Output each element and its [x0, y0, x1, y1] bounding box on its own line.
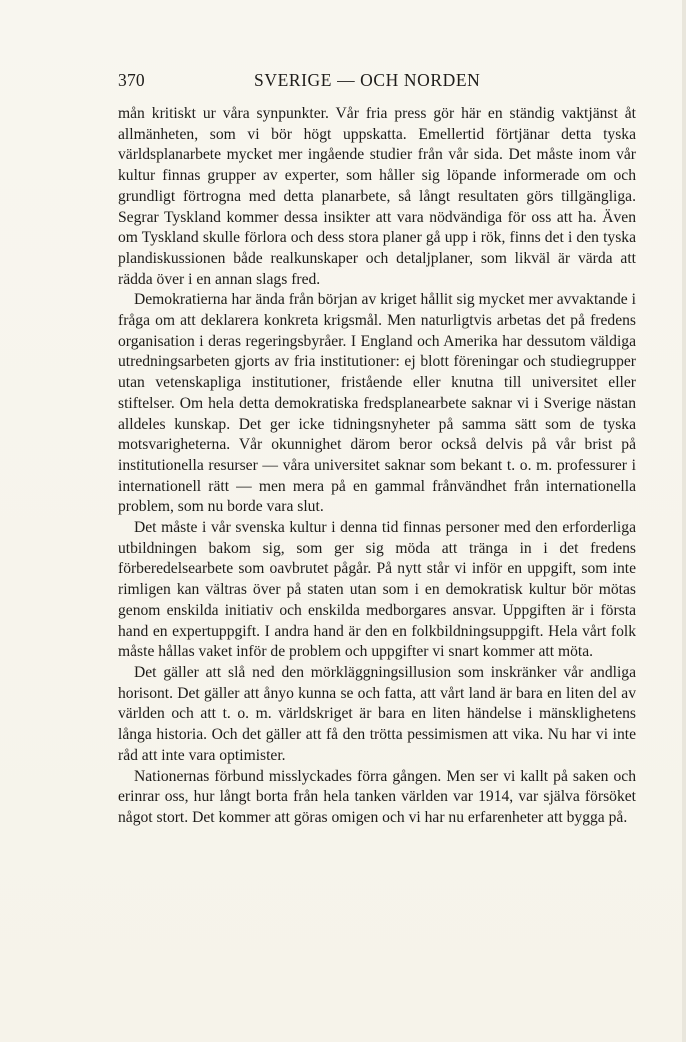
- paragraph-swedish-culture: Det måste i vår svenska kultur i denna tid finnas personer med den erforderliga utbildningen bakom sig, som ger sig möda att tränga in i det fredens förberedelsearbete som oavbrutet pågår. På nytt står vi inför en uppgift, som inte rimligen kan vältras över på staten utan som i en demokratisk kultur bör mötas genom enskilda initiativ och enskilda medborgares ansvar. Uppgiften är i första hand en expertuppgift. I andra hand är den en folkbildningsuppgift. Hela vårt folk måste hållas vaket inför de problem och uppgifter vi snart kommer att möta.: [118, 519, 636, 661]
- running-title: SVERIGE — OCH NORDEN: [254, 70, 481, 90]
- page-number: 370: [118, 70, 145, 90]
- paragraph-league-of-nations: Nationernas förbund misslyckades förra gången. Men ser vi kallt på saken och erinrar oss, hur långt borta från hela tanken världen var 1914, var själva försöket något stort. Det kommer att göras omigen och vi har nu erfarenheter att bygga på.: [118, 767, 636, 826]
- paragraph-illusion: Det gäller att slå ned den mörkläggningsillusion som inskränker vår andliga horisont. Det gäller att ånyo kunna se och fatta, att vårt land är bara en liten del av världen och att t. o. m. världskriget är bara en liten händelse i mänsklighetens långa historia. Och det gäller att få den trötta pessimismen att vika. Nu har vi inte råd att inte vara optimister.: [118, 663, 636, 764]
- paragraph-continued: mån kritiskt ur våra synpunkter. Vår fria press gör här en ständig vaktjänst åt allmänheten, som vi bör högt uppskatta. Emellertid förtjänar detta tyska världsplanarbete mycket mer ingående studier från vår sida. Det måste inom vår kultur finnas grupper av experter, som håller sig löpande informerade om och grundligt förtrogna med detta planarbete, så långt resultaten görs tillgängliga. Segrar Tyskland kommer dessa insikter att vara nödvändiga för oss att ha. Även om Tyskland skulle förlora och dess stora planer gå upp i rök, finns det i den tyska plandiskussionen både realkunskaper och detaljplaner, som likväl är värda att rädda över i en annan slags fred.: [118, 105, 636, 288]
- paragraph-democracies: Demokratierna har ända från början av kriget hållit sig mycket mer avvaktande i fråga om att deklarera konkreta krigsmål. Men naturligtvis arbetas det på fredens organisation i deras regeringsbyråer. I England och Amerika har dessutom väldiga utredningsarbeten gjorts av fria institutioner: ej blott föreningar och studiegrupper utan vetenskapliga institutioner, fristående eller knutna till universitet eller stiftelser. Om hela detta demokratiska fredsplanearbete saknar vi i Sverige nästan alldeles kunskap. Det ger icke tidningsnyheter på samma sätt som de tyska motsvarigheterna. Vår okunnighet därom beror också delvis på vår brist på institutionella resurser — våra universitet saknar som bekant t. o. m. professurer i internationell rätt — men mera på en gammal frånvändhet från internationella problem, som nu borde vara slut.: [118, 291, 636, 516]
- page-edge: [682, 0, 686, 1042]
- body-text: [118, 104, 636, 829]
- running-head: [118, 70, 636, 92]
